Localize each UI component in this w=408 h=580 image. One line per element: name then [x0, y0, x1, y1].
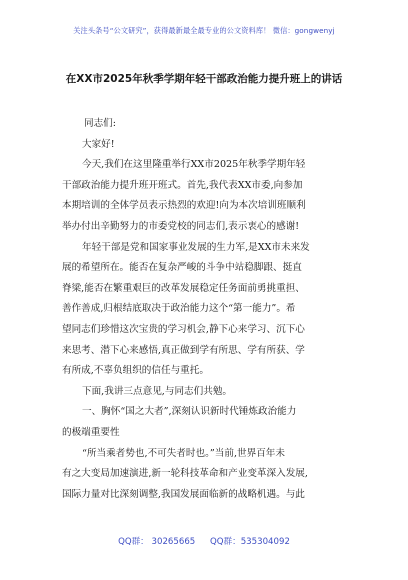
- footer-qq-group-1: QQ群： 30265665: [118, 537, 196, 547]
- body-line: 有所成,不辜负组织的信任与重托。: [62, 365, 209, 377]
- body-line: 国际力量对比深刻调整,我国发展面临新的战略机遇。与此: [62, 488, 305, 500]
- body-line: 年轻干部是党和国家事业发展的生力军,是XX市未来发: [82, 241, 310, 253]
- document-body: [62, 114, 354, 505]
- salutation-line: 同志们:: [84, 118, 117, 129]
- body-line: 来思考、潜下心来感悟,真正做到学有所思、学有所获、学: [62, 344, 305, 356]
- body-line: 望同志们珍惜这次宝贵的学习机会,静下心来学习、沉下心: [62, 323, 305, 335]
- footer-contact: [0, 535, 408, 547]
- body-line: 今天,我们在这里隆重举行XX市2025年秋季学期年轻: [82, 159, 306, 171]
- greeting-line: 大家好!: [82, 138, 115, 150]
- section-heading-line: 的极端重要性: [62, 426, 120, 438]
- body-line: 干部政治能力提升班开班式。首先,我代表XX市委,向参加: [62, 179, 303, 191]
- header-promo-note: 关注头条号“公文研究”，获得最新最全最专业的公文资料库！ 微信：gongwenyj: [73, 26, 335, 35]
- body-line: 展的希望所在。能否在复杂严峻的斗争中站稳脚跟、挺直: [62, 262, 302, 274]
- body-line: 举办付出辛勤努力的市委党校的同志们,表示衷心的感谢!: [62, 220, 300, 232]
- footer-qq-group-2: QQ群：535304092: [210, 537, 290, 547]
- body-line: 脊梁,能否在繁重艰巨的改革发展稳定任务面前勇挑重担、: [62, 282, 305, 294]
- body-line: 善作善成,归根结底取决于政治能力这个“第一能力”。希: [62, 303, 296, 315]
- body-line: “所当乘者势也,不可失者时也。”当前,世界百年未: [82, 447, 285, 459]
- body-line: 下面,我讲三点意见,与同志们共勉。: [82, 385, 233, 397]
- document-title: 在XX市2025年秋季学期年轻干部政治能力提升班上的讲话: [65, 73, 343, 85]
- body-line: 本期培训的全体学员表示热烈的欢迎!向为本次培训班顺利: [62, 200, 306, 212]
- section-heading-line: 一、胸怀“国之大者”,深刻认识新时代锤炼政治能力: [82, 406, 297, 418]
- body-line: 有之大变局加速演进,新一轮科技革命和产业变革深入发展,: [62, 468, 308, 480]
